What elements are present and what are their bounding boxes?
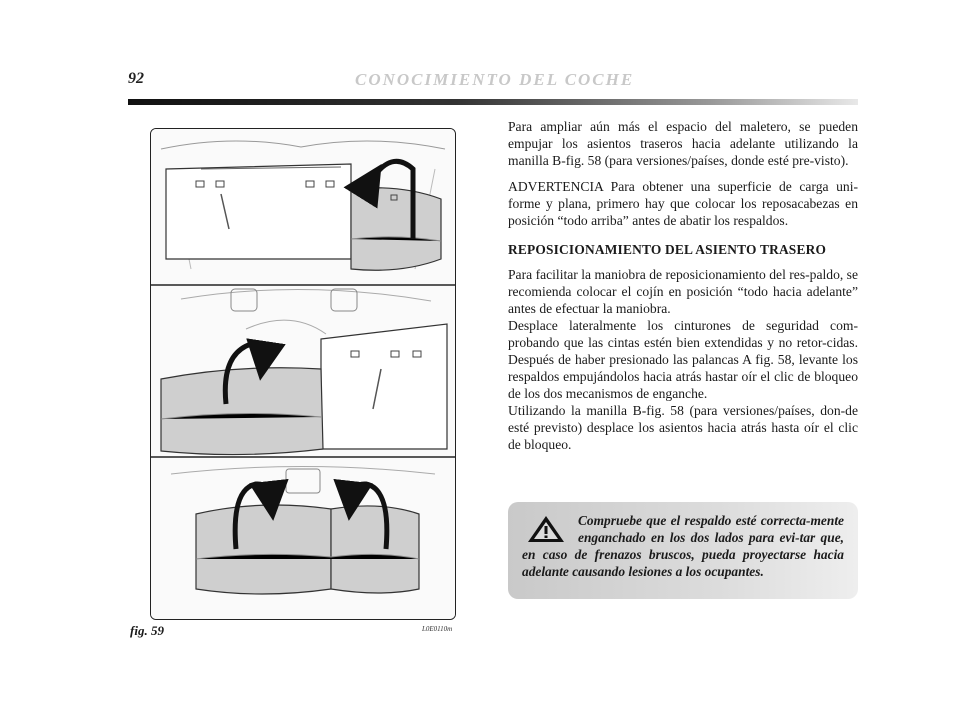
page-number: 92	[128, 70, 144, 87]
paragraph-3: Para facilitar la maniobra de reposicionamiento del res-paldo, se recomienda colocar el cojín en posición “todo hacia adelante” antes de efectuar la maniobra.	[508, 267, 858, 316]
paragraph-4: Desplace lateralmente los cinturones de seguridad com-probando que las cintas estén bien extendidas y no retor-cidas. Después de haber presionado las palancas A fig. 58, levante los respaldos empujándolos hacia atrás hastar oír el clic de bloqueo de los dos mecanismos de enganche.	[508, 318, 858, 401]
paragraph-2: ADVERTENCIA Para obtener una superficie de carga uni-forme y plana, primero hay que colocar los reposacabezas en posición “todo arriba” antes de abatir los respaldos.	[508, 179, 858, 228]
panel-2-backrest-raising	[151, 286, 455, 456]
header-rule	[128, 99, 858, 105]
body-text	[508, 118, 858, 453]
running-title: CONOCIMIENTO DEL COCHE	[355, 70, 635, 89]
panel-1-seat-folded	[151, 129, 455, 284]
seat-diagram-svg	[151, 129, 455, 619]
paragraph-5: Utilizando la manilla B-fig. 58 (para versiones/países, don-de esté previsto) desplace los asientos hacia atrás hasta oír el clic de bloqueo.	[508, 403, 858, 452]
figure-code: L0E0110m	[422, 625, 453, 633]
panel-3-seat-upright	[151, 458, 455, 619]
figure-caption: fig. 59	[130, 623, 164, 638]
paragraph-1: Para ampliar aún más el espacio del maletero, se pueden empujar los asientos traseros hacia adelante utilizando la manilla B-fig. 58 (para versiones/países, donde esté pre-visto).	[508, 119, 858, 168]
figure-illustration	[150, 128, 456, 620]
warning-text: Compruebe que el respaldo esté correcta-mente enganchado en los dos lados para evi-tar que, en caso de frenazos bruscos, pueda proyectarse hacia adelante causando lesiones a los ocupantes.	[522, 513, 844, 579]
section-heading: REPOSICIONAMIENTO DEL ASIENTO TRASERO	[508, 242, 827, 257]
warning-triangle-icon	[526, 514, 566, 544]
warning-box	[508, 502, 858, 599]
